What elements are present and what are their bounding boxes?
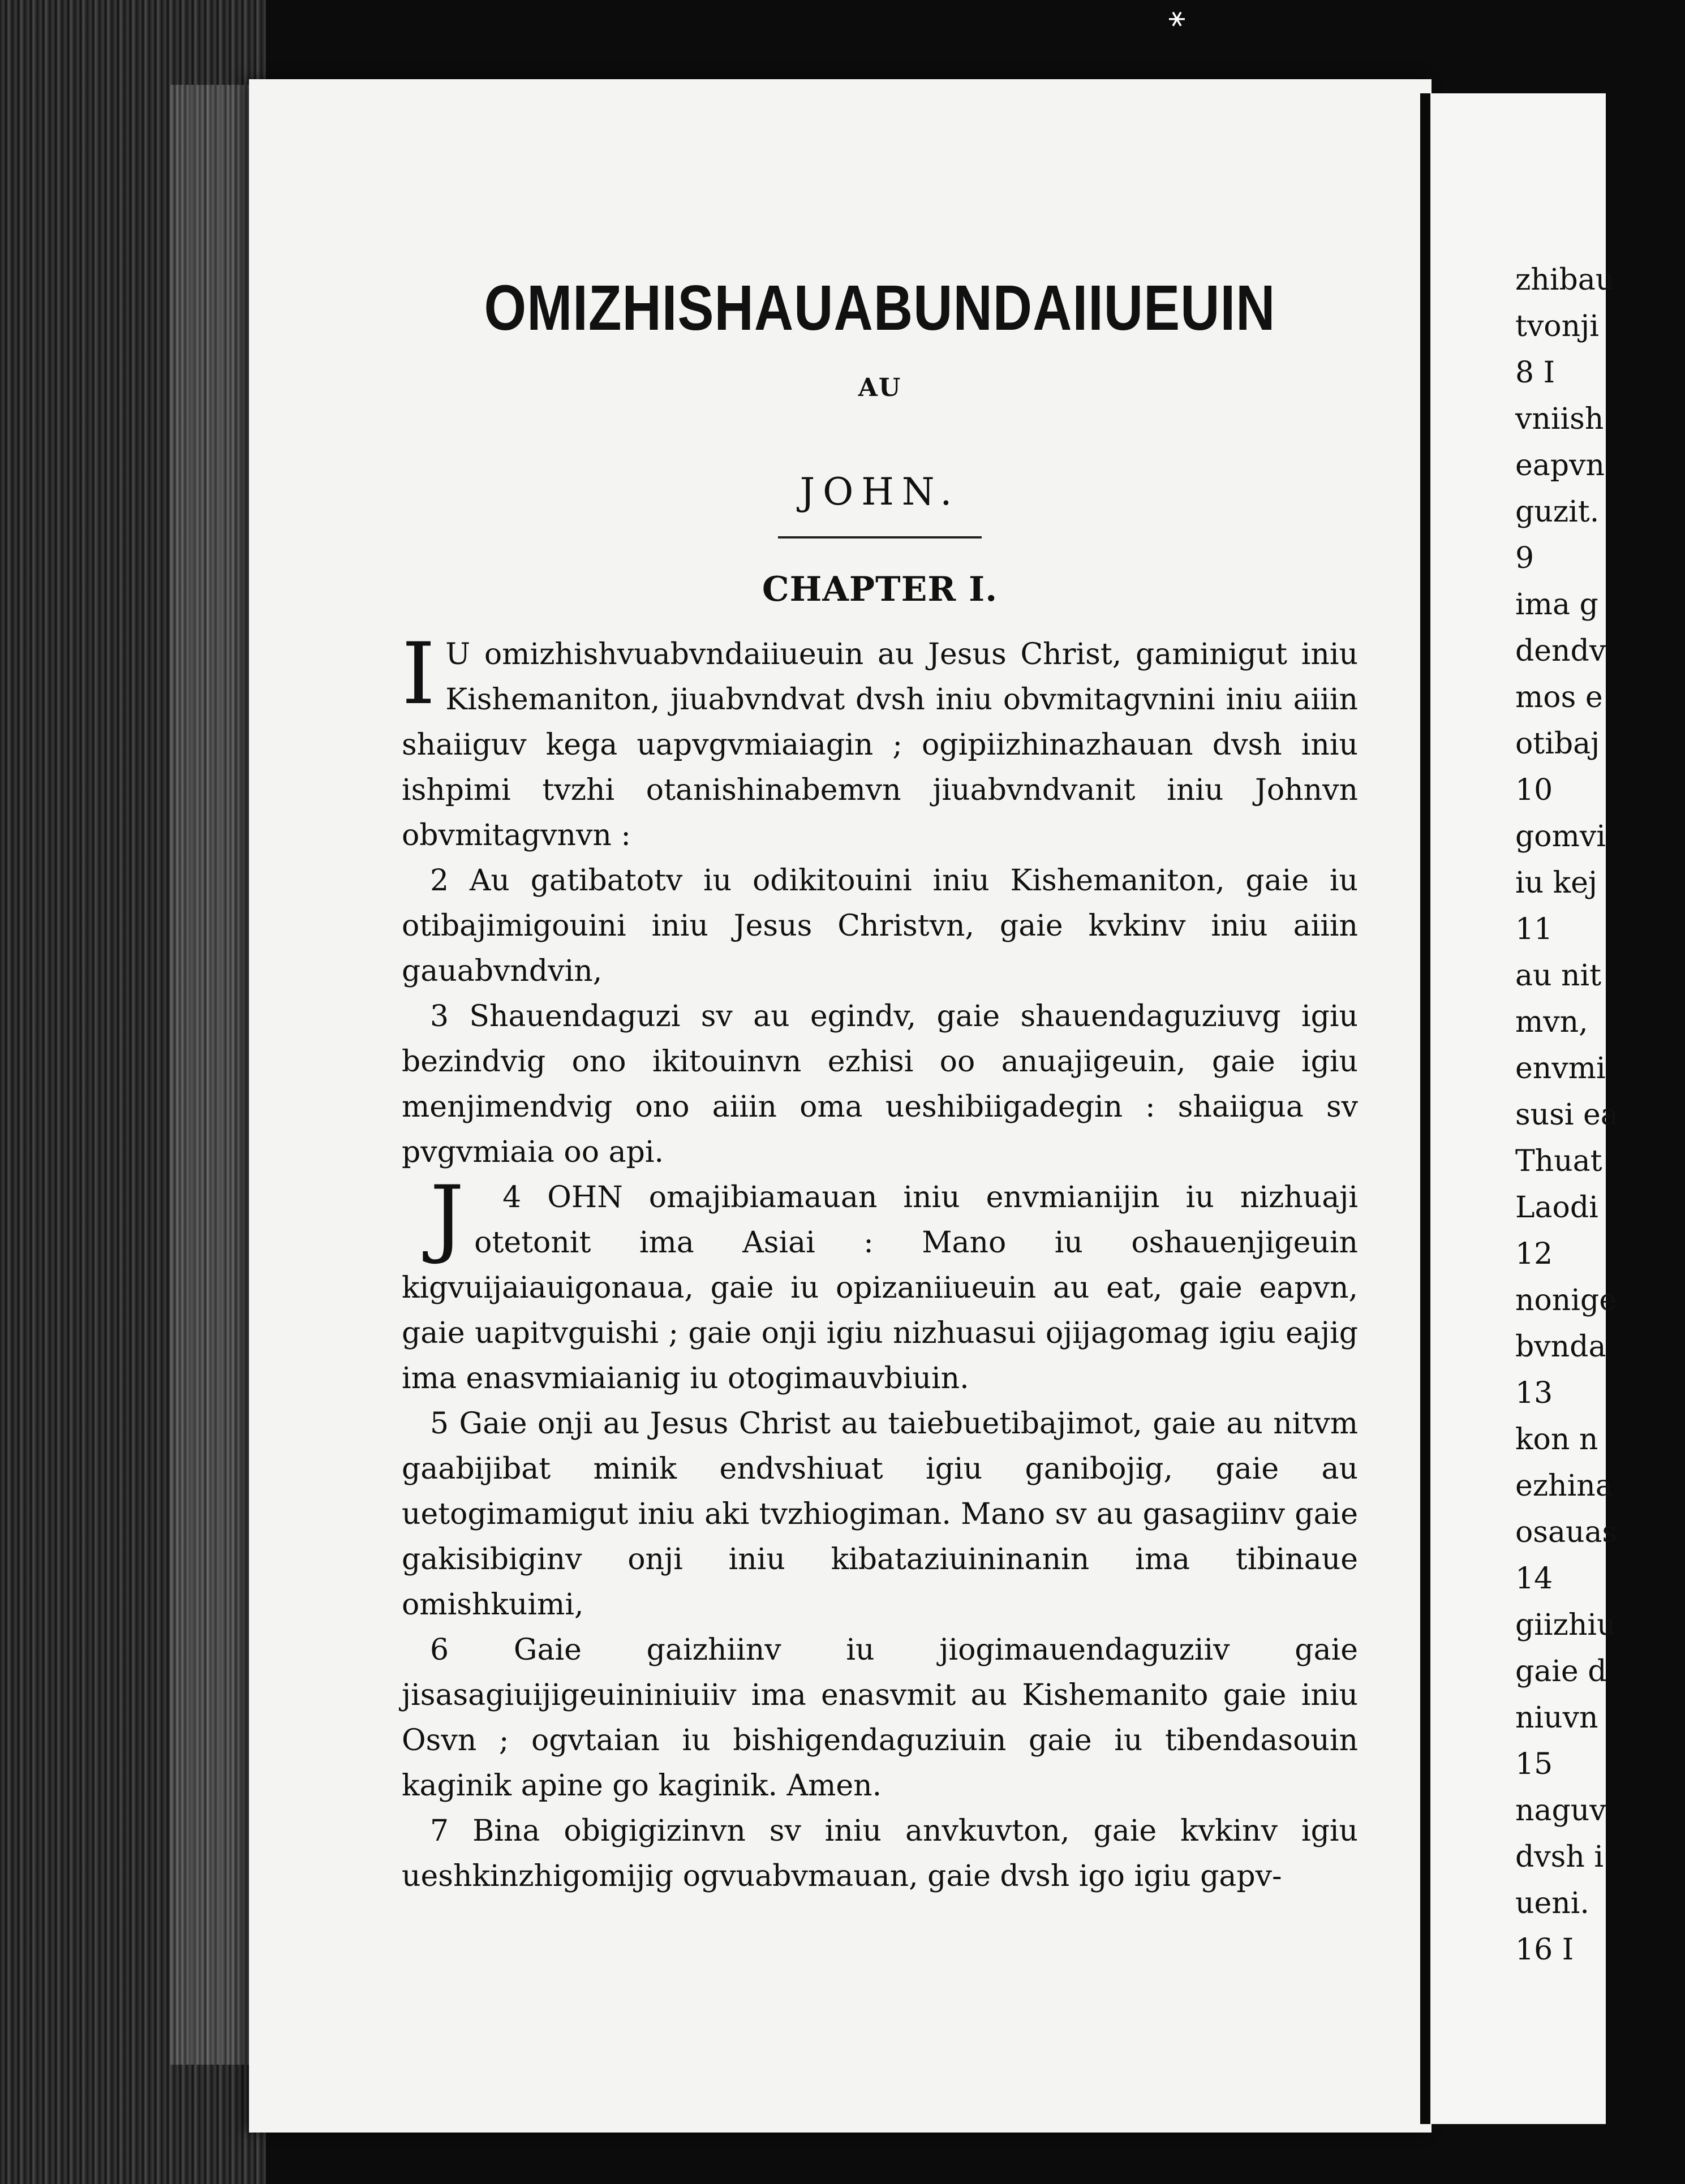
- right-page-fragment: 9: [1515, 541, 1534, 575]
- right-page-fragment: otibaj: [1515, 727, 1600, 761]
- right-page-fragment: bvnda: [1515, 1330, 1606, 1364]
- right-page-fragment: guzit.: [1515, 495, 1600, 529]
- right-page-fragment: kon n: [1515, 1423, 1598, 1457]
- verse-number: 4: [502, 1181, 522, 1214]
- chapter-heading: CHAPTER I.: [762, 570, 998, 609]
- verse-list: [402, 625, 1359, 1899]
- right-page-fragment: vniish: [1515, 402, 1604, 436]
- right-page-fragment: zhibau: [1515, 263, 1615, 297]
- verse-number: 6: [430, 1633, 449, 1667]
- verse-text: U omizhishvuabvndaiiueuin au Jesus Christ, gaminigut iniu Kishemaniton, jiuabvndvat dvsh iniu obvmitagvnini iniu aiiin shaiiguv kega uapvgvmiaiagin ; ogipiizhinazhauan dvsh iniu ishpimi tvzhi otanishinabemvn jiuabvndvanit iniu Johnvn obvmitagvnvn :: [402, 637, 1358, 852]
- title-rule: [778, 536, 982, 539]
- right-page-fragment: 10: [1515, 773, 1553, 807]
- verse-7: [402, 1808, 1358, 1899]
- verse-1: [402, 625, 1358, 858]
- verse-text: Gaie gaizhiinv iu jiogimauendaguziiv gaie jisasagiuijigeuininiuiiv ima enasvmit au Kishemanito gaie iniu Osvn ; ogvtaian iu bishigendaguziuin gaie iu tibendasouin kaginik apine go kaginik. Amen.: [402, 1633, 1358, 1803]
- right-page-fragment: ezhina: [1515, 1469, 1613, 1503]
- right-page-fragment: nonige: [1515, 1283, 1617, 1317]
- drop-cap: I: [402, 625, 436, 723]
- verse-3: [402, 994, 1358, 1175]
- right-page-fragment: ueni.: [1515, 1886, 1589, 1920]
- right-page-fragment: 8 I: [1515, 356, 1555, 390]
- book-title: JOHN.: [799, 470, 960, 514]
- right-page-fragment: au nit: [1515, 959, 1602, 993]
- right-page-fragment: eapvn: [1515, 449, 1605, 483]
- verse-2: [402, 858, 1358, 994]
- right-page-fragment: niuvn: [1515, 1701, 1598, 1735]
- verse-number: 7: [430, 1814, 449, 1848]
- verse-number: 5: [430, 1407, 449, 1441]
- verse-number: 2: [430, 864, 449, 898]
- right-page-fragment: Thuat: [1515, 1144, 1602, 1178]
- right-page-fragment: 14: [1515, 1562, 1553, 1596]
- verse-text: Gaie onji au Jesus Christ au taiebuetibajimot, gaie au nitvm gaabijibat minik endvshiuat igiu ganibojig, gaie au uetogimamigut iniu aki tvzhiogiman. Mano sv au gasagiinv gaie gakisibiginv onji iniu kibataziuininanin ima tibinaue omishkuimi,: [402, 1407, 1359, 1622]
- page-content: [402, 226, 1358, 1899]
- right-page-fragment: 12: [1515, 1237, 1553, 1271]
- right-page-fragment: mos e: [1515, 680, 1603, 714]
- right-page-fragment: Laodi: [1515, 1191, 1598, 1225]
- right-page-fragment: osauas: [1515, 1515, 1618, 1549]
- binding-edge: [170, 85, 255, 2065]
- right-page-fragment: 16 I: [1515, 1933, 1574, 1967]
- drop-cap: J: [430, 1168, 465, 1267]
- right-page: [1420, 93, 1618, 2124]
- right-page-fragment: susi ea: [1515, 1098, 1618, 1132]
- page-subtitle: AU: [858, 373, 902, 402]
- right-page-fragment: dendv: [1515, 634, 1606, 668]
- verse-text: Au gatibatotv iu odikitouini iniu Kishemaniton, gaie iu otibajimigouini iniu Jesus Christvn, gaie kvkinv iniu aiiin gauabvndvin,: [402, 864, 1358, 988]
- right-page-fragment: iu kej: [1515, 866, 1598, 900]
- right-page-fragment: dvsh i: [1515, 1840, 1604, 1874]
- right-page-fragment: 13: [1515, 1376, 1553, 1410]
- right-page-fragment: 11: [1515, 912, 1553, 946]
- right-page-fragment: tvonji: [1515, 309, 1599, 343]
- verse-6: [402, 1627, 1358, 1808]
- right-page-fragment: gomvi: [1515, 820, 1606, 854]
- right-page-fragment: mvn,: [1515, 1005, 1588, 1039]
- verse-5: [402, 1401, 1358, 1627]
- right-page-fragment: naguv: [1515, 1794, 1606, 1828]
- handwritten-mark-icon: ⚹: [1168, 0, 1185, 33]
- right-page-fragment: ima g: [1515, 588, 1598, 622]
- page-title: OMIZHISHAUABUNDAIIUEUIN: [484, 272, 1276, 344]
- verse-number: 3: [430, 1000, 449, 1033]
- right-page-fragment: 15: [1515, 1747, 1553, 1781]
- right-page-fragment: gaie d: [1515, 1655, 1607, 1688]
- verse-text: Shauendaguzi sv au egindv, gaie shauendaguziuvg igiu bezindvig ono ikitouinvn ezhisi oo anuajigeuin, gaie igiu menjimendvig ono aiiin oma ueshibiigadegin : shaiigua sv pvgvmiaia oo api.: [402, 1000, 1359, 1169]
- verse-text: Bina obigigizinvn sv iniu anvkuvton, gaie kvkinv igiu ueshkinzhigomijig ogvuabvmauan, gaie dvsh igo igiu gapv-: [402, 1814, 1358, 1893]
- verse-4: [402, 1168, 1358, 1401]
- right-page-fragment: envmi: [1515, 1052, 1606, 1085]
- right-page-fragment: giizhiu: [1515, 1608, 1616, 1642]
- verse-text: OHN omajibiamauan iniu envmianijin iu nizhuaji otetonit ima Asiai : Mano iu oshauenjigeuin kigvuijaiauigonaua, gaie iu opizaniiueuin au eat, gaie eapvn, gaie uapitvguishi ; gaie onji igiu nizhuasui ojijagomag igiu eajig ima enasvmiaianig iu otogimauvbiuin.: [402, 1181, 1358, 1395]
